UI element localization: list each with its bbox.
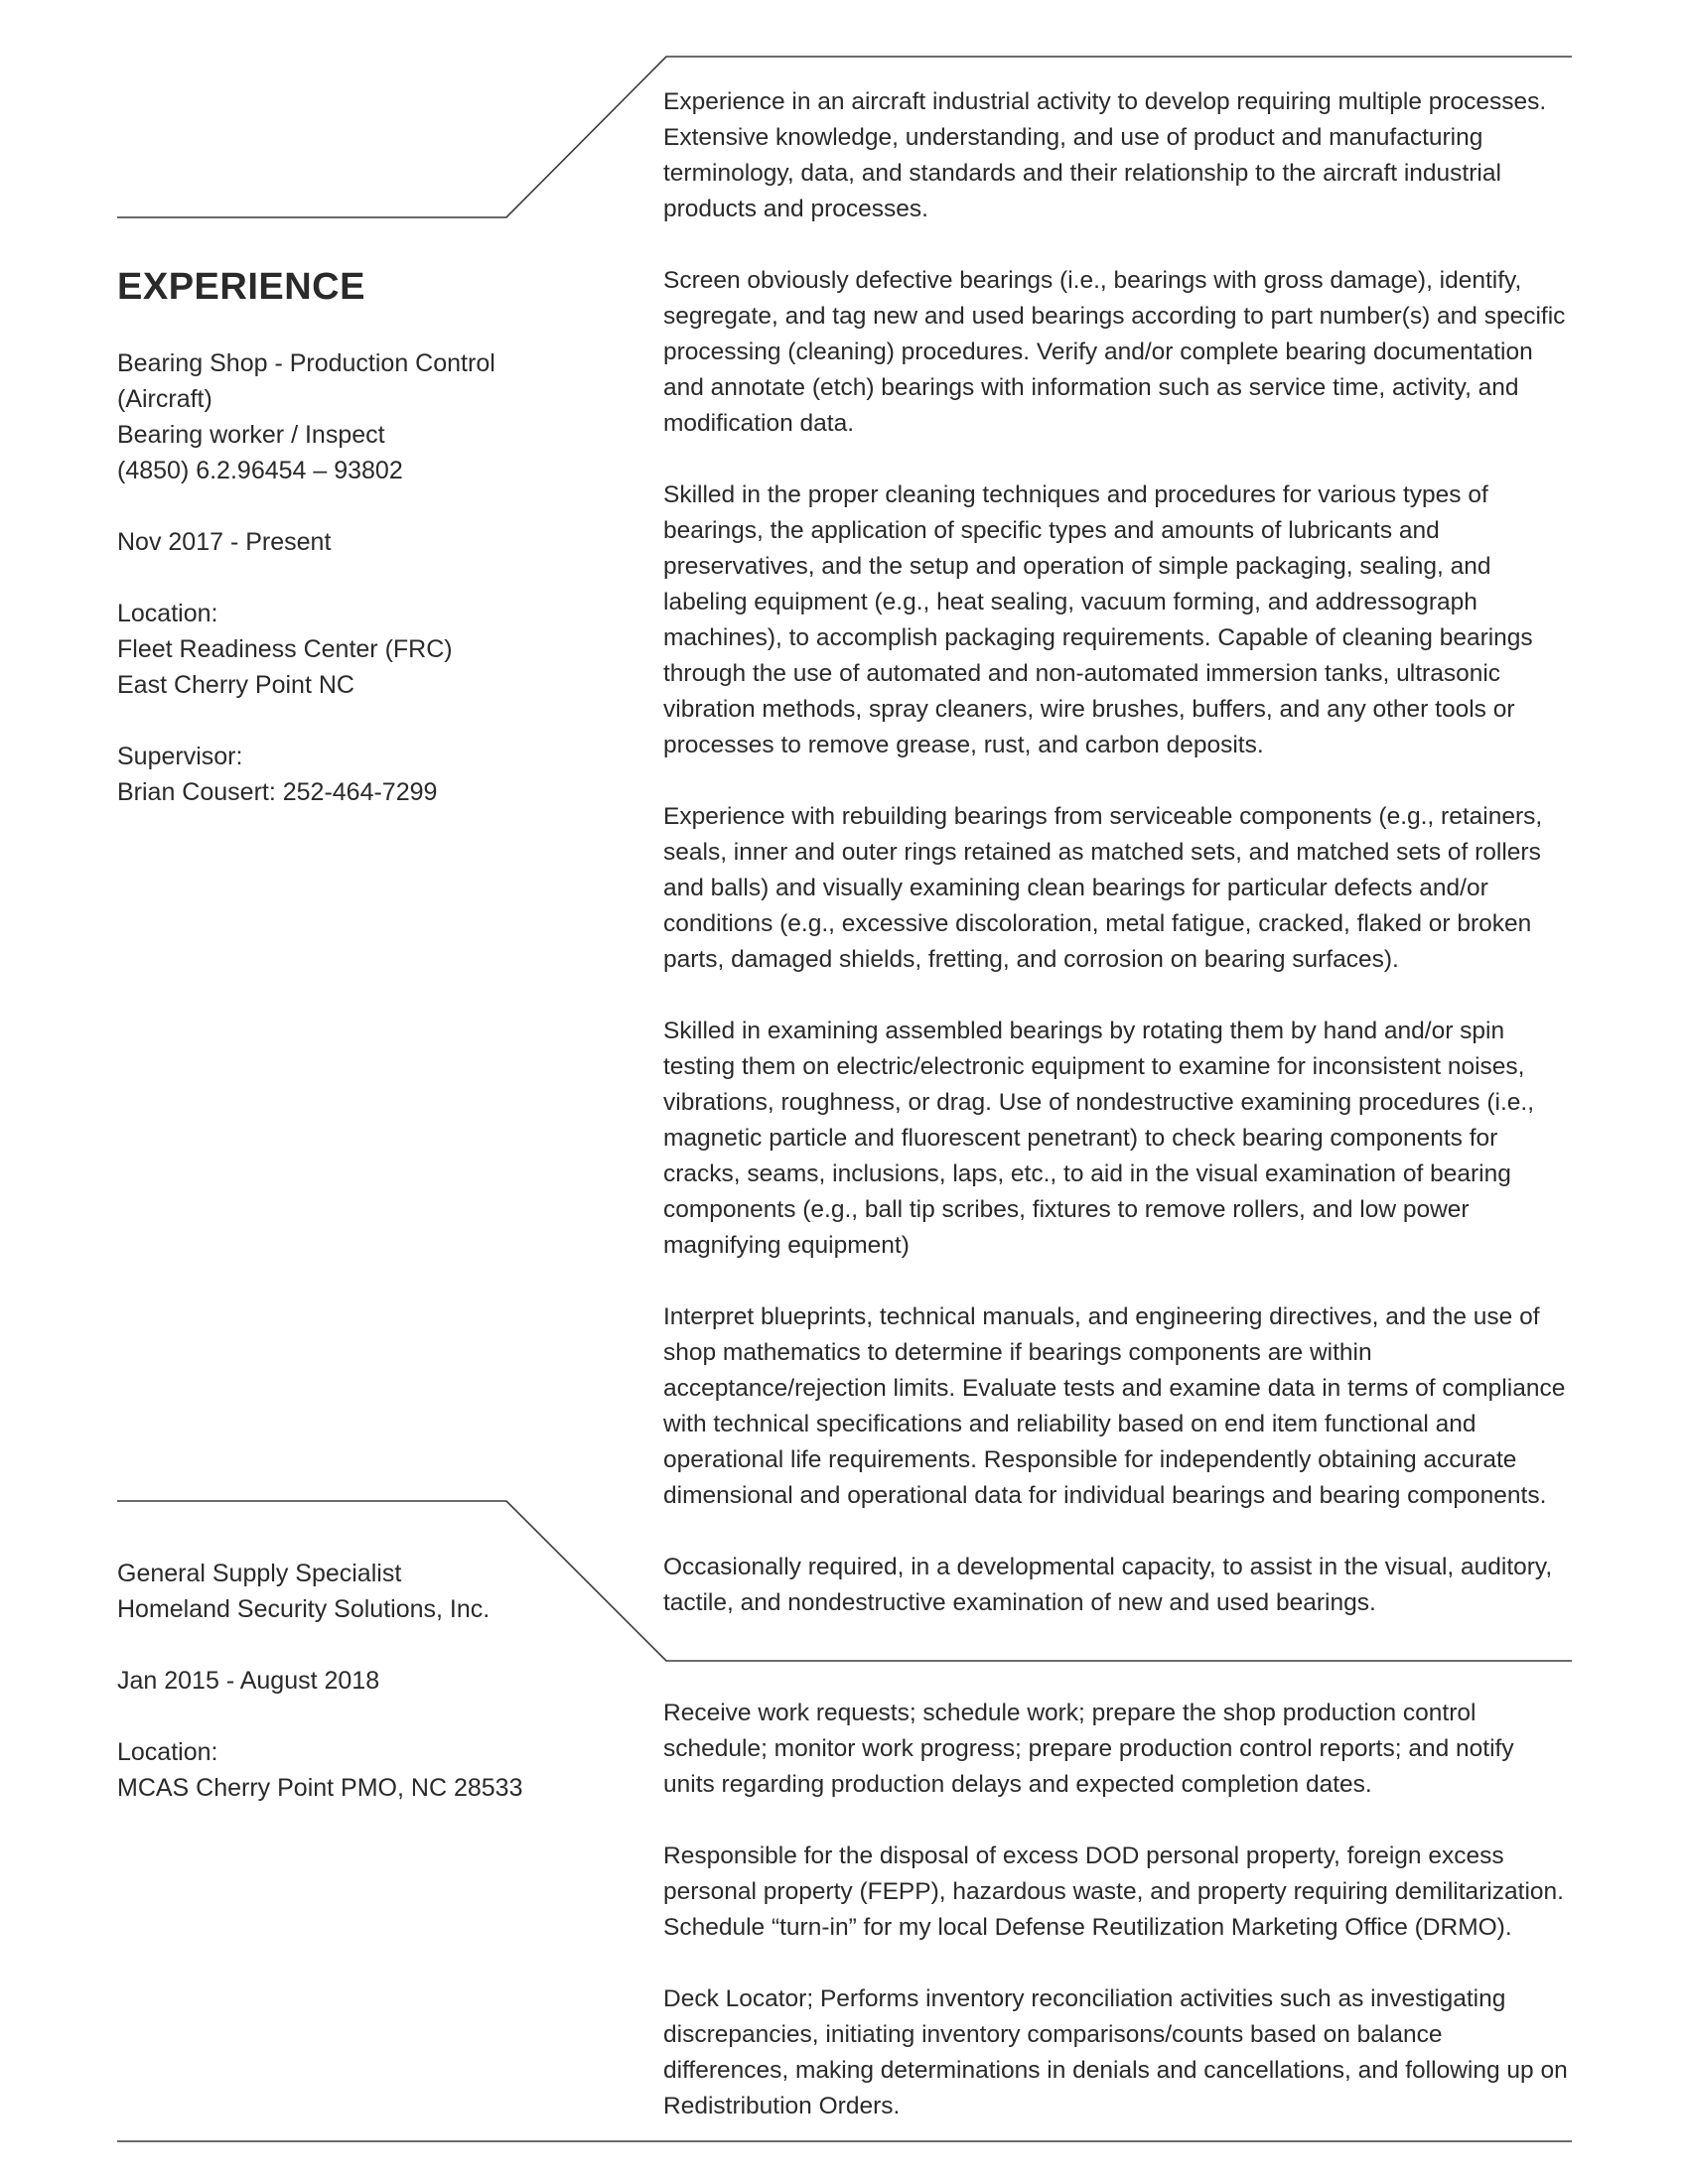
job-1-description xyxy=(663,84,1569,1621)
job-1-location-label: Location: xyxy=(117,600,218,627)
job-2-paragraph: Receive work requests; schedule work; prepare the shop production control schedule; monitor work progress; prepare production control reports; and notify units regarding production delays and expected completion dates. xyxy=(663,1700,1514,1798)
job-1-paragraph: Screen obviously defective bearings (i.e., bearings with gross damage), identify, segregate, and tag new and used bearings according to part number(s) and specific processing (cleaning) procedures. Verify and/or complete bearing documentation and annotate (etch) bearings with information such as service time, activity, and modification data. xyxy=(663,267,1566,437)
job-2-title-line: Homeland Security Solutions, Inc. xyxy=(117,1595,491,1623)
job-2-paragraph: Deck Locator; Performs inventory reconciliation activities such as investigating discrepancies, initiating inventory comparisons/counts based on balance differences, making determinations in denials and cancellations, and following up on Redistribution Orders. xyxy=(663,1985,1568,2119)
job-1-location-line: East Cherry Point NC xyxy=(117,671,354,699)
section-title: EXPERIENCE xyxy=(117,266,365,308)
job-1-paragraph: Occasionally required, in a developmental capacity, to assist in the visual, auditory, tactile, and nondestructive examination of new and used bearings. xyxy=(663,1554,1553,1616)
job-2-dates: Jan 2015 - August 2018 xyxy=(117,1667,380,1695)
job-1-paragraph: Skilled in the proper cleaning techniques and procedures for various types of bearings, the application of specific types and amounts of lubricants and preservatives, and the setup and operation of simple packaging, sealing, and labeling equipment (e.g., heat sealing, vacuum forming, and addressograph machines), to accomplish packaging requirements. Capable of cleaning bearings through the use of automated and non-automated immersion tanks, ultrasonic vibration methods, spray cleaners, wire brushes, buffers, and any other tools or processes to remove grease, rust, and carbon deposits. xyxy=(663,481,1533,758)
job-1-paragraph: Interpret blueprints, technical manuals, and engineering directives, and the use of shop mathematics to determine if bearings components are within acceptance/rejection limits. Evaluate tests and examine data in terms of compliance with technical specifications and reliability based on end item functional and operational life requirements. Responsible for independently obtaining accurate dimensional and operational data for individual bearings and bearing components. xyxy=(663,1303,1566,1509)
job-2-location-line: MCAS Cherry Point PMO, NC 28533 xyxy=(117,1774,523,1802)
job-2-details xyxy=(117,1556,554,1806)
job-1-details xyxy=(117,345,554,810)
job-1-title-line: Bearing Shop - Production Control xyxy=(117,349,495,377)
job-1-dates: Nov 2017 - Present xyxy=(117,528,332,556)
job-2-title-line: General Supply Specialist xyxy=(117,1560,402,1587)
job-1-paragraph: Experience with rebuilding bearings from serviceable components (e.g., retainers, seals, inner and outer rings retained as matched sets, and matched sets of rollers and balls) and visually examining clean bearings for particular defects and/or conditions (e.g., excessive discoloration, metal fatigue, cracked, flaked or broken parts, damaged shields, fretting, and corrosion on bearing surfaces). xyxy=(663,803,1543,973)
job-1-paragraph: Experience in an aircraft industrial activity to develop requiring multiple processes. Extensive knowledge, understanding, and use of product and manufacturing terminology, data, and standards and their relationship to the aircraft industrial products and processes. xyxy=(663,88,1547,222)
job-1-title-line: (4850) 6.2.96454 – 93802 xyxy=(117,457,403,484)
job-2-paragraph: Responsible for the disposal of excess DOD personal property, foreign excess personal property (FEPP), hazardous waste, and property requiring demilitarization. Schedule “turn-in” for my local Defense Reutilization Marketing Office (DRMO). xyxy=(663,1843,1564,1941)
job-2-description xyxy=(663,1696,1569,2124)
job-1-location-line: Fleet Readiness Center (FRC) xyxy=(117,635,453,663)
job-2-location-label: Location: xyxy=(117,1738,218,1766)
job-1-paragraph: Skilled in examining assembled bearings by rotating them by hand and/or spin testing them on electric/electronic equipment to examine for inconsistent noises, vibrations, roughness, or drag. Use of nondestructive examining procedures (i.e., magnetic particle and fluorescent penetrant) to check bearing components for cracks, seams, inclusions, laps, etc., to aid in the visual examination of bearing components (e.g., ball tip scribes, fixtures to remove rollers, and low power magnifying equipment) xyxy=(663,1018,1535,1259)
job-1-title-line: Bearing worker / Inspect xyxy=(117,421,385,449)
job-1-supervisor-label: Supervisor: xyxy=(117,743,243,770)
job-1-supervisor: Brian Cousert: 252-464-7299 xyxy=(117,778,438,806)
job-1-title-line: (Aircraft) xyxy=(117,385,212,413)
